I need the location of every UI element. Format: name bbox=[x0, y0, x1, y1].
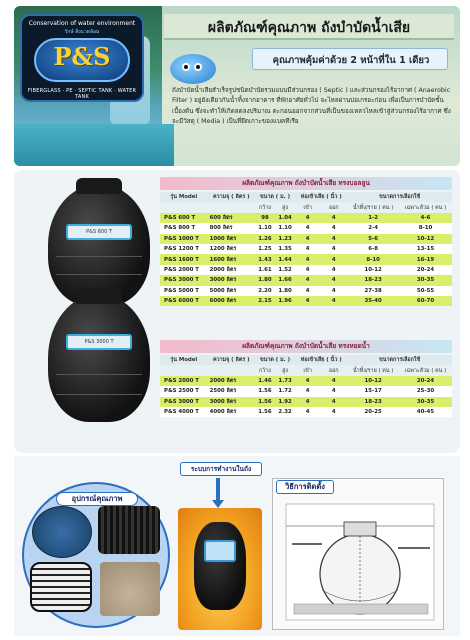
cell-width: 98 bbox=[255, 213, 275, 223]
cell-model: P&S 2000 T bbox=[160, 265, 208, 275]
cell-model: P&S 1000 T bbox=[160, 234, 208, 244]
logo-sub-slogan: รักษ์ สิ่งแวดล้อม bbox=[64, 29, 100, 35]
title-band bbox=[164, 14, 454, 40]
bio-rings-photo bbox=[30, 562, 92, 612]
cell-outlet: 4 bbox=[320, 407, 347, 417]
cell-inlet: 4 bbox=[295, 265, 320, 275]
table-row bbox=[160, 213, 452, 223]
cell-width: 1.56 bbox=[255, 397, 275, 407]
cell-model: P&S 1200 T bbox=[160, 244, 208, 254]
table-row bbox=[160, 254, 452, 264]
table-row bbox=[160, 234, 452, 244]
col-width: กว้าง bbox=[255, 365, 275, 375]
table-row bbox=[160, 275, 452, 285]
hero-banner bbox=[14, 6, 460, 166]
cell-house-users: 8-10 bbox=[399, 223, 452, 233]
cell-height: 1.52 bbox=[275, 265, 295, 275]
cell-toilet-users: 2-4 bbox=[347, 223, 399, 233]
cell-toilet-users: 6-8 bbox=[347, 244, 399, 254]
cell-width: 1.56 bbox=[255, 407, 275, 417]
cell-width: 1.61 bbox=[255, 265, 275, 275]
logo-brand-text: P&S bbox=[53, 42, 111, 71]
cell-house-users: 30-35 bbox=[399, 397, 452, 407]
cell-height: 1.23 bbox=[275, 234, 295, 244]
cell-width: 1.56 bbox=[255, 386, 275, 396]
cell-capacity: 3000 ลิตร bbox=[208, 397, 255, 407]
tank-rib bbox=[56, 394, 142, 395]
col-house: เฉพาะส้วม ( คน ) bbox=[399, 202, 452, 212]
cell-height: 2.32 bbox=[275, 407, 295, 417]
cell-toilet-users: 10-12 bbox=[347, 376, 399, 386]
table2-title: ผลิตภัณฑ์คุณภาพ ถังบำบัดน้ำเสีย ทรงหยดน้ำ bbox=[160, 340, 452, 353]
cell-toilet-users: 27-38 bbox=[347, 286, 399, 296]
cell-toilet-users: 8-10 bbox=[347, 254, 399, 264]
cell-model: P&S 600 T bbox=[160, 213, 208, 223]
balloon-spec-table bbox=[160, 192, 452, 306]
tank-rib bbox=[56, 256, 142, 257]
cell-outlet: 4 bbox=[320, 376, 347, 386]
cell-toilet-users: 18-23 bbox=[347, 397, 399, 407]
cell-inlet: 4 bbox=[295, 213, 320, 223]
cell-capacity: 1000 ลิตร bbox=[208, 234, 255, 244]
cell-capacity: 2000 ลิตร bbox=[208, 265, 255, 275]
table-row bbox=[160, 286, 452, 296]
cell-capacity: 1600 ลิตร bbox=[208, 254, 255, 264]
cell-width: 1.10 bbox=[255, 223, 275, 233]
col-blank bbox=[160, 365, 208, 375]
cell-height: 1.66 bbox=[275, 275, 295, 285]
tank-lid bbox=[76, 288, 122, 304]
cell-model: P&S 2000 T bbox=[160, 376, 208, 386]
water-pool bbox=[14, 124, 174, 166]
cell-capacity: 800 ลิตร bbox=[208, 223, 255, 233]
col-capacity: ความจุ ( ลิตร ) bbox=[208, 192, 255, 202]
aeration-label: ระบบการทำงานในถัง bbox=[180, 462, 262, 476]
cell-capacity: 2500 ลิตร bbox=[208, 386, 255, 396]
col-in: เข้า bbox=[295, 365, 320, 375]
table-row bbox=[160, 397, 452, 407]
cell-height: 1.72 bbox=[275, 386, 295, 396]
col-capacity: ความจุ ( ลิตร ) bbox=[208, 355, 255, 365]
cell-capacity: 2000 ลิตร bbox=[208, 376, 255, 386]
cell-toilet-users: 35-40 bbox=[347, 296, 399, 306]
col-pipe: ท่อเข้าเสีย ( นิ้ว ) bbox=[295, 355, 347, 365]
col-pipe: ท่อเข้าเสีย ( นิ้ว ) bbox=[295, 192, 347, 202]
cell-inlet: 4 bbox=[295, 407, 320, 417]
cell-house-users: 10-12 bbox=[399, 234, 452, 244]
cell-house-users: 4-6 bbox=[399, 213, 452, 223]
cell-inlet: 4 bbox=[295, 386, 320, 396]
cell-house-users: 40-45 bbox=[399, 407, 452, 417]
col-house: เฉพาะส้วม ( คน ) bbox=[399, 365, 452, 375]
cell-outlet: 4 bbox=[320, 275, 347, 285]
table-row bbox=[160, 223, 452, 233]
tank-rib bbox=[56, 374, 142, 375]
table-row bbox=[160, 265, 452, 275]
cell-outlet: 4 bbox=[320, 397, 347, 407]
intro-paragraph: ถังบำบัดน้ำเสียสำเร็จรูปชนิดบำบัดรวมแบบมีส่วนกรอง ( Septic ) และส่วนกรองไร้อากาศ ( Anaerobic Filter ) อยู่ยังเดียวกันน้ำทิ้งจากอาคาร ที่พักอาศัยทั่วไป จะไหลผ่านบ่อเกรอะก่อน เพื่อเป็นการบำบัดขั้นเบื้องต้น ซึ่งจะทำให้เกิดลดลงปริมาณ ตะกอนออกจากส่วนที่เป็นของเหลวไหลเข้าสู่ส่วนกรองไร้อากาศ ซึ่งจะมีวัสดุ ( Media ) เป็นที่ยึดเกาะของแบคทีเรีย bbox=[172, 87, 451, 126]
logo-product-line: FIBERGLASS · PE · SEPTIC TANK · WATER TANK bbox=[27, 88, 137, 100]
cell-house-users: 20-24 bbox=[399, 265, 452, 275]
cell-capacity: 6000 ลิตร bbox=[208, 296, 255, 306]
col-size: ขนาด ( ม. ) bbox=[255, 192, 295, 202]
cell-model: P&S 6000 T bbox=[160, 296, 208, 306]
cell-inlet: 4 bbox=[295, 296, 320, 306]
cell-inlet: 4 bbox=[295, 376, 320, 386]
mascot-eye-right bbox=[194, 63, 202, 71]
installation-label: วิธีการติดตั้ง bbox=[276, 480, 334, 494]
cell-capacity: 600 ลิตร bbox=[208, 213, 255, 223]
table-row bbox=[160, 407, 452, 417]
cell-height: 1.10 bbox=[275, 223, 295, 233]
table1-title: ผลิตภัณฑ์คุณภาพ ถังบำบัดน้ำเสีย ทรงบอลลูน bbox=[160, 177, 452, 190]
cell-model: P&S 3000 T bbox=[160, 275, 208, 285]
table-row bbox=[160, 386, 452, 396]
cell-house-users: 50-55 bbox=[399, 286, 452, 296]
col-size: ขนาด ( ม. ) bbox=[255, 355, 295, 365]
tank-rib bbox=[56, 274, 142, 275]
tank-lid bbox=[76, 178, 122, 194]
col-model: รุ่น Model bbox=[160, 355, 208, 365]
cell-house-users: 16-19 bbox=[399, 254, 452, 264]
cell-width: 1.46 bbox=[255, 376, 275, 386]
mascot-eye-left bbox=[182, 63, 190, 71]
subtitle-band bbox=[252, 48, 448, 70]
cell-house-users: 60-70 bbox=[399, 296, 452, 306]
cell-width: 1.26 bbox=[255, 234, 275, 244]
cutaway-tank-photo bbox=[194, 522, 246, 610]
cell-outlet: 4 bbox=[320, 244, 347, 254]
gravel-bed bbox=[294, 604, 428, 614]
cell-height: 1.80 bbox=[275, 286, 295, 296]
page-subtitle: คุณภาพคุ้มค่าด้วย 2 หน้าที่ใน 1 เดียว bbox=[272, 55, 430, 66]
cell-inlet: 4 bbox=[295, 254, 320, 264]
cell-outlet: 4 bbox=[320, 386, 347, 396]
col-users: ขนาดการเลือกใช้ bbox=[347, 355, 452, 365]
col-toilet: น้ำทิ้ง/ราย ( คน ) bbox=[347, 365, 399, 375]
col-in: เข้า bbox=[295, 202, 320, 212]
cell-width: 1.43 bbox=[255, 254, 275, 264]
cell-house-users: 25-30 bbox=[399, 386, 452, 396]
col-toilet: น้ำทิ้ง/ราย ( คน ) bbox=[347, 202, 399, 212]
cell-model: P&S 2500 T bbox=[160, 386, 208, 396]
table-row bbox=[160, 244, 452, 254]
cell-outlet: 4 bbox=[320, 286, 347, 296]
filter-media-photo bbox=[98, 506, 160, 554]
cell-toilet-users: 20-25 bbox=[347, 407, 399, 417]
col-blank bbox=[208, 202, 255, 212]
cell-inlet: 4 bbox=[295, 223, 320, 233]
cell-inlet: 4 bbox=[295, 275, 320, 285]
page-title: ผลิตภัณฑ์คุณภาพ ถังบำบัดน้ำเสีย bbox=[207, 20, 411, 36]
col-out: ออก bbox=[320, 365, 347, 375]
col-model: รุ่น Model bbox=[160, 192, 208, 202]
cell-toilet-users: 15-17 bbox=[347, 386, 399, 396]
water-drop-mascot-icon bbox=[170, 54, 216, 84]
installation-diagram bbox=[282, 500, 438, 624]
drop-tank-photo bbox=[48, 294, 150, 422]
brand-logo bbox=[20, 14, 144, 102]
cell-model: P&S 800 T bbox=[160, 223, 208, 233]
col-blank bbox=[208, 365, 255, 375]
cell-outlet: 4 bbox=[320, 213, 347, 223]
drop-spec-table bbox=[160, 355, 452, 417]
tank-label: P&S 600 T bbox=[66, 224, 132, 240]
cell-model: P&S 4000 T bbox=[160, 407, 208, 417]
down-arrow-icon bbox=[216, 478, 220, 502]
cell-height: 1.73 bbox=[275, 376, 295, 386]
col-height: สูง bbox=[275, 202, 295, 212]
cell-capacity: 1200 ลิตร bbox=[208, 244, 255, 254]
accessories-label: อุปกรณ์คุณภาพ bbox=[56, 492, 138, 506]
cell-toilet-users: 18-23 bbox=[347, 275, 399, 285]
cell-height: 1.96 bbox=[275, 296, 295, 306]
cell-outlet: 4 bbox=[320, 254, 347, 264]
manhole-cover-photo bbox=[32, 506, 92, 558]
logo-slogan: Conservation of water environment bbox=[28, 20, 136, 27]
cell-model: P&S 1600 T bbox=[160, 254, 208, 264]
col-width: กว้าง bbox=[255, 202, 275, 212]
cell-width: 1.25 bbox=[255, 244, 275, 254]
cell-house-users: 20-24 bbox=[399, 376, 452, 386]
spec-table-card bbox=[14, 170, 460, 453]
cell-capacity: 3000 ลิตร bbox=[208, 275, 255, 285]
sand-media-photo bbox=[100, 562, 160, 616]
cell-capacity: 4000 ลิตร bbox=[208, 407, 255, 417]
tank-label: P&S 3000 T bbox=[66, 334, 132, 350]
cutaway-window bbox=[204, 540, 236, 562]
cell-inlet: 4 bbox=[295, 244, 320, 254]
cell-width: 1.80 bbox=[255, 275, 275, 285]
cell-house-users: 30-35 bbox=[399, 275, 452, 285]
cell-inlet: 4 bbox=[295, 286, 320, 296]
cell-outlet: 4 bbox=[320, 223, 347, 233]
cell-toilet-users: 10-12 bbox=[347, 265, 399, 275]
cell-height: 1.35 bbox=[275, 244, 295, 254]
cell-inlet: 4 bbox=[295, 397, 320, 407]
col-users: ขนาดการเลือกใช้ bbox=[347, 192, 452, 202]
cell-width: 2.20 bbox=[255, 286, 275, 296]
cell-toilet-users: 5-6 bbox=[347, 234, 399, 244]
tank-neck bbox=[344, 522, 376, 536]
cell-width: 2.15 bbox=[255, 296, 275, 306]
cell-outlet: 4 bbox=[320, 265, 347, 275]
col-height: สูง bbox=[275, 365, 295, 375]
col-blank bbox=[160, 202, 208, 212]
table-row bbox=[160, 376, 452, 386]
table-row bbox=[160, 296, 452, 306]
cell-outlet: 4 bbox=[320, 234, 347, 244]
cell-outlet: 4 bbox=[320, 296, 347, 306]
cell-model: P&S 3000 T bbox=[160, 397, 208, 407]
cell-house-users: 13-15 bbox=[399, 244, 452, 254]
col-out: ออก bbox=[320, 202, 347, 212]
cell-height: 1.44 bbox=[275, 254, 295, 264]
cell-model: P&S 5000 T bbox=[160, 286, 208, 296]
cell-height: 1.92 bbox=[275, 397, 295, 407]
cell-height: 1.04 bbox=[275, 213, 295, 223]
cell-capacity: 5000 ลิตร bbox=[208, 286, 255, 296]
cell-toilet-users: 1-2 bbox=[347, 213, 399, 223]
cell-inlet: 4 bbox=[295, 234, 320, 244]
